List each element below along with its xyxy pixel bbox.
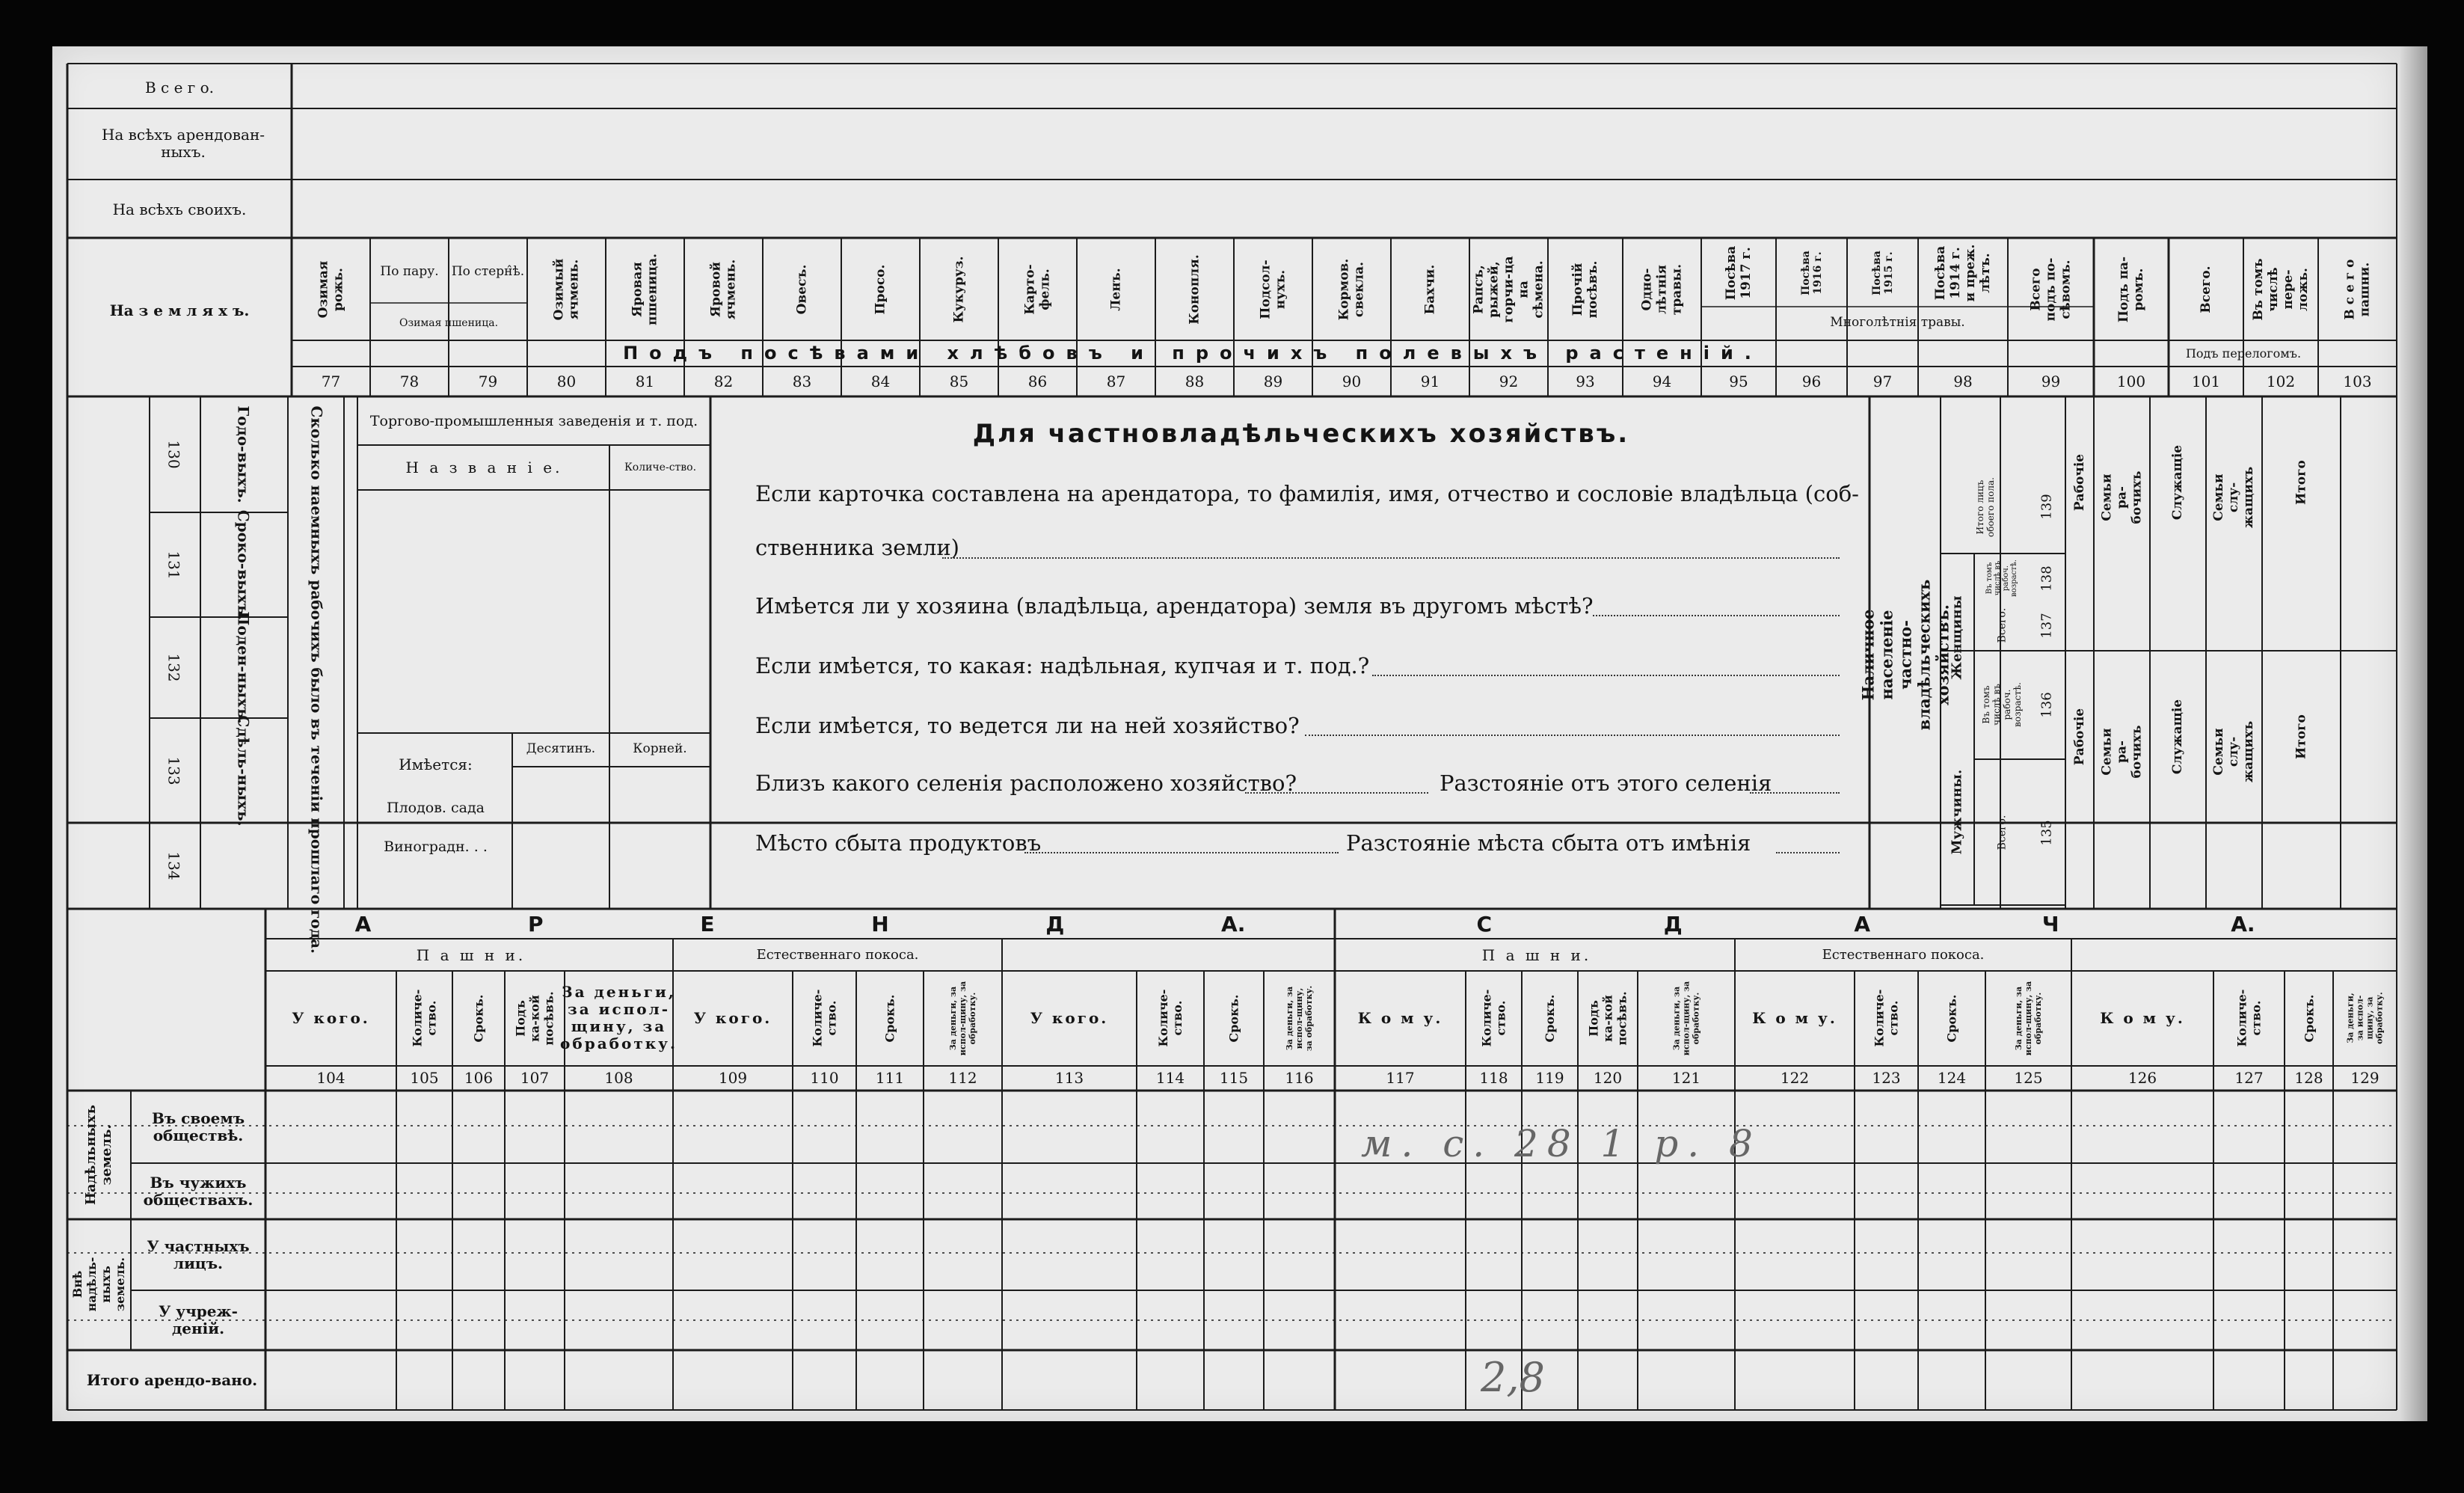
crop-col-103-label: В с е г о пашни.	[2342, 259, 2373, 320]
crop-col-85	[921, 241, 997, 338]
workers-num-130	[150, 400, 198, 509]
private-q3: Если имѣется, то какая: надѣльная, купчая и т. под.?	[755, 653, 1370, 678]
crop-num-102: 102	[2266, 372, 2296, 390]
lease-col-126: К о м у.	[2100, 1008, 2185, 1027]
workers-piece-text: Сдѣль-ныхъ.	[234, 714, 253, 827]
lease-col-116-label: За деньги, за испол-щину, за обработку.	[1285, 985, 1314, 1051]
arenda-pashni: П а ш н и.	[416, 945, 526, 964]
lease-col-116	[1265, 972, 1333, 1064]
lease-col-113: У кого.	[1030, 1008, 1109, 1027]
private-q6b-line[interactable]	[1776, 852, 1840, 853]
population-side-3-1	[2208, 654, 2261, 905]
crop-col-93	[1549, 241, 1621, 338]
crop-col-79: По стерн̂ѣ.	[451, 263, 525, 279]
private-q1-line[interactable]	[942, 557, 1840, 559]
private-q4: Если имѣется, то ведется ли на ней хозяйство?	[755, 713, 1300, 738]
lease-num-108: 108	[604, 1069, 633, 1087]
population-num-138-text: 138	[2039, 565, 2055, 592]
lease-num-119: 119	[1535, 1069, 1564, 1087]
crop-col-92	[1471, 241, 1546, 338]
row-label-leased: На всѣхъ арендован-ныхъ.	[101, 126, 265, 161]
trade-name-header: Н а з в а н і е.	[405, 458, 563, 476]
lease-col-124	[1920, 972, 1984, 1064]
lease-num-116: 116	[1285, 1069, 1314, 1087]
crop-col-102	[2245, 241, 2317, 338]
crop-num-84: 84	[870, 372, 891, 390]
trade-roots: Корней.	[633, 741, 687, 757]
lease-col-129-label: За деньги, за испол-щину, за обработку.	[2345, 992, 2385, 1044]
lease-col-107	[506, 972, 563, 1064]
population-side-4-0	[2264, 400, 2339, 647]
crop-col-90-label: Кормов. свекла.	[1336, 258, 1367, 321]
private-q5b-line[interactable]	[1750, 792, 1840, 794]
lease-num-118: 118	[1479, 1069, 1508, 1087]
private-title: Для частновладѣльческихъ хозяйствъ.	[972, 419, 1630, 449]
population-side-3-0	[2208, 400, 2261, 647]
crop-col-81	[607, 241, 683, 338]
private-q5a-line[interactable]	[1245, 792, 1428, 794]
crop-num-97: 97	[1872, 372, 1893, 390]
crop-num-91: 91	[1420, 372, 1440, 390]
trade-desyatin: Десятинъ.	[526, 741, 596, 757]
population-side-0-1-label: Рабочіе	[2072, 708, 2088, 766]
crop-col-97	[1849, 241, 1917, 305]
crop-col-102-label: Въ томъ числѣ пере-ложь.	[2251, 258, 2311, 321]
population-side-0-0-label: Рабочіе	[2072, 453, 2088, 512]
winter-wheat-label	[370, 308, 527, 338]
private-q2: Имѣется ли у хозяина (владѣльца, арендатора) земля въ другомъ мѣстѣ?	[755, 593, 1594, 619]
population-side-4-1	[2264, 654, 2339, 905]
private-q6a: Мѣсто сбыта продуктовъ	[755, 830, 1042, 856]
lease-col-105	[398, 972, 451, 1064]
crop-num-92: 92	[1499, 372, 1519, 390]
population-side-0-1	[2067, 654, 2092, 905]
lease-num-129: 129	[2350, 1069, 2379, 1087]
crop-col-86	[1000, 241, 1075, 338]
lease-col-125-label: За деньги, за испол-щину, за обработку.	[2014, 981, 2043, 1055]
arenda-title: А Р Е Н Д А.	[354, 911, 1246, 936]
population-side-2-0	[2151, 400, 2205, 647]
trade-has-label: Имѣется:	[399, 755, 473, 773]
lease-num-113: 113	[1054, 1069, 1084, 1087]
crops-banner-text: Подъ посѣвами хлѣбовъ и прочихъ полевыхъ растеній.	[623, 342, 1763, 364]
group-vne	[69, 1221, 129, 1348]
lease-num-115: 115	[1219, 1069, 1249, 1087]
crop-num-90: 90	[1342, 372, 1362, 390]
workers-num-132-text: 132	[165, 653, 183, 682]
workers-num-134	[150, 827, 198, 905]
population-num-139-text: 139	[2039, 494, 2055, 520]
group-vne-text: Внѣ надѣль-ныхъ земель.	[70, 1257, 127, 1312]
workers-num-132	[150, 621, 198, 714]
crop-col-80-label: Озимый ячмень.	[551, 258, 582, 321]
sdacha-title: С Д А Ч А.	[1476, 911, 2255, 936]
population-side-3-1-label: Семьи слу-жащихъ	[2211, 720, 2257, 783]
crop-col-83	[764, 241, 840, 338]
lease-col-115-label: Срокъ.	[1226, 994, 1241, 1042]
crop-col-91	[1392, 241, 1468, 338]
crop-num-77: 77	[321, 372, 341, 390]
row-label-own: На всѣхъ своихъ.	[112, 200, 247, 218]
lease-num-114: 114	[1155, 1069, 1185, 1087]
lease-col-124-label: Срокъ.	[1944, 994, 1959, 1042]
population-side-1-0-label: Семьи ра-бочихъ	[2099, 470, 2145, 524]
crop-col-88-label: Конопля.	[1187, 254, 1202, 325]
row-private-persons: У частныхъ лицъ.	[147, 1237, 250, 1272]
lease-col-106	[454, 972, 503, 1064]
workers-num-131	[150, 516, 198, 613]
crop-col-101	[2170, 241, 2242, 338]
lease-col-123	[1856, 972, 1917, 1064]
crop-col-77-label: Озимая рожь.	[316, 260, 346, 319]
crop-num-86: 86	[1027, 372, 1048, 390]
population-side-1-0	[2095, 400, 2148, 647]
lease-col-125	[1987, 972, 2070, 1064]
crop-col-87	[1078, 241, 1154, 338]
lease-col-128	[2286, 972, 2332, 1064]
crop-col-96-label: Посѣва 1916 г.	[1799, 251, 1824, 295]
population-side-4-1-label: Итого	[2294, 714, 2309, 759]
lease-col-119	[1523, 972, 1576, 1064]
population-num-136	[2030, 652, 2064, 757]
lease-num-121: 121	[1671, 1069, 1701, 1087]
crop-col-96	[1778, 241, 1846, 305]
lease-num-104: 104	[316, 1069, 345, 1087]
lease-num-106: 106	[464, 1069, 494, 1087]
population-women-total	[1976, 602, 2028, 649]
population-men-total-text: Всего.	[1995, 815, 2008, 850]
group-nadel	[69, 1092, 129, 1218]
lease-col-118-label: Количе-ство.	[1479, 989, 1508, 1047]
sdacha-pashni: П а ш н и.	[1481, 945, 1592, 964]
crop-num-83: 83	[792, 372, 812, 390]
trade-title: Торгово-промышленныя заведенія и т. под.	[369, 413, 698, 430]
workers-term-text: Сроко-выхъ.	[234, 509, 253, 620]
crop-col-95-label: Посѣва 1917 г.	[1724, 245, 1754, 301]
crop-num-78: 78	[399, 372, 420, 390]
lease-col-111-label: Срокъ.	[882, 994, 897, 1042]
crop-col-94	[1624, 241, 1700, 338]
population-side-2-0-label: Служащіе	[2170, 444, 2186, 521]
population-men-total	[1976, 761, 2028, 904]
lease-col-117: К о м у.	[1357, 1008, 1443, 1027]
crop-num-96: 96	[1801, 372, 1822, 390]
row-other-society: Въ чужихъ обществахъ.	[143, 1174, 254, 1209]
population-women-incl-text: Въ томъ числѣ въ рабоч. возрастѣ.	[1985, 560, 2018, 597]
crop-num-82: 82	[713, 372, 734, 390]
lease-num-117: 117	[1386, 1069, 1415, 1087]
crop-col-101-label: Всего.	[2199, 266, 2213, 313]
lease-num-125: 125	[2014, 1069, 2043, 1087]
lease-col-105-label: Количе-ство.	[410, 989, 439, 1047]
lease-col-127-label: Количе-ство.	[2234, 989, 2264, 1047]
crop-col-82-label: Яровой ячмень.	[708, 259, 739, 320]
crop-num-103: 103	[2343, 372, 2372, 390]
population-num-139	[2030, 464, 2064, 550]
workers-title	[290, 400, 342, 954]
private-q2-line[interactable]	[1593, 615, 1840, 616]
lease-col-121	[1639, 972, 1733, 1064]
lease-col-115	[1205, 972, 1262, 1064]
lease-col-108: За деньги, за испол-щину, за обработку.	[560, 983, 678, 1052]
lease-col-106-label: Срокъ.	[471, 994, 486, 1042]
crop-col-103	[2320, 241, 2395, 338]
sdacha-pokos: Естественнаго покоса.	[1822, 946, 1985, 963]
population-side-0-0	[2067, 400, 2092, 647]
crop-col-100	[2095, 241, 2167, 338]
lease-col-127	[2215, 972, 2283, 1064]
crop-num-94: 94	[1652, 372, 1672, 390]
population-women	[1942, 557, 1972, 718]
row-label-lands: На з е м л я х ъ.	[109, 301, 250, 319]
lease-col-112	[925, 972, 1001, 1064]
population-side-1-1-label: Семьи ра-бочихъ	[2099, 725, 2145, 779]
lease-col-110-label: Количе-ство.	[810, 989, 839, 1047]
lease-col-114	[1138, 972, 1202, 1064]
row-institutions: У учреж-деній.	[159, 1302, 238, 1337]
crop-col-89-label: Подсол-нухъ.	[1258, 260, 1288, 319]
crop-col-84	[843, 241, 918, 338]
population-title	[1858, 404, 1952, 905]
workers-piece	[202, 714, 284, 827]
crop-col-84-label: Просо.	[873, 264, 888, 315]
lease-col-123-label: Количе-ство.	[1872, 989, 1901, 1047]
population-total-both-text: Итого лицъ обоего пола.	[1974, 476, 1996, 537]
population-men-text: Мужчины.	[1949, 769, 1965, 854]
handwritten-total: 2,8	[1481, 1354, 1545, 1401]
population-side-1-1	[2095, 654, 2148, 905]
perennial-text: Многолѣтнія травы.	[1830, 315, 1965, 331]
population-num-138	[2030, 555, 2064, 601]
lease-col-129	[2335, 972, 2395, 1064]
crop-col-93-label: Прочій посѣвъ.	[1570, 260, 1600, 319]
workers-term	[202, 509, 284, 620]
lease-col-107-label: Подъ ка-кой посѣвъ.	[513, 990, 556, 1046]
workers-num-131-text: 131	[165, 550, 183, 580]
row-total-leased: Итого арендо-вано.	[86, 1370, 258, 1389]
crop-num-95: 95	[1729, 372, 1748, 390]
lease-col-111	[858, 972, 922, 1064]
trade-vineyard: Виноградн. . .	[384, 838, 488, 855]
workers-num-133-text: 133	[165, 755, 183, 785]
arenda-pokos: Естественнаго покоса.	[756, 946, 919, 963]
lease-num-128: 128	[2294, 1069, 2323, 1087]
workers-num-133	[150, 722, 198, 819]
lease-num-109: 109	[718, 1069, 748, 1087]
lease-num-111: 111	[875, 1069, 905, 1087]
group-nadel-text: Надѣльныхъ земель.	[83, 1105, 114, 1205]
private-q5a: Близъ какого селенія расположено хозяйство?	[755, 770, 1297, 796]
crop-col-83-label: Овесъ.	[794, 264, 810, 315]
private-q6a-line[interactable]	[1024, 852, 1339, 853]
population-total-both	[1942, 464, 2028, 550]
crop-col-91-label: Бахчи.	[1422, 264, 1438, 315]
lease-num-126: 126	[2127, 1069, 2157, 1087]
crop-num-93: 93	[1576, 372, 1595, 390]
crop-col-81-label: Яровая пшеница.	[630, 253, 660, 326]
crop-col-98-label: Посѣва 1914 г. и преж. лѣтъ.	[1933, 244, 1993, 302]
row-label-total: В с е г о.	[144, 78, 215, 96]
crop-col-100-label: Подъ па-ромъ.	[2116, 256, 2146, 323]
population-num-136-text: 136	[2039, 691, 2055, 718]
crop-col-78: По пару.	[380, 263, 439, 279]
fallow-label	[2169, 343, 2318, 365]
lease-col-110	[794, 972, 855, 1064]
workers-daily	[202, 611, 284, 724]
crop-col-85-label: Кукуруз.	[951, 256, 967, 323]
population-num-135	[2030, 761, 2064, 904]
lease-col-120	[1579, 972, 1636, 1064]
lease-col-104: У кого.	[292, 1008, 370, 1027]
handwritten-note: м. с. 28 1 р. 8	[1361, 1122, 1762, 1165]
lease-col-112-label: За деньги, за испол-щину, за обработку.	[948, 981, 977, 1055]
lease-col-121-label: За деньги, за испол-щину, за обработку.	[1671, 981, 1701, 1055]
crop-col-88	[1157, 241, 1232, 338]
crop-num-99: 99	[2041, 372, 2061, 390]
lease-num-112: 112	[948, 1069, 977, 1087]
crop-num-88: 88	[1185, 372, 1205, 390]
private-q5b: Разстояніе отъ этого селенія	[1440, 770, 1772, 796]
population-men-incl	[1976, 652, 2028, 757]
lease-num-122: 122	[1780, 1069, 1810, 1087]
crop-col-82	[686, 241, 761, 338]
lease-num-123: 123	[1872, 1069, 1901, 1087]
population-num-137	[2030, 602, 2064, 649]
crop-col-77	[293, 241, 369, 338]
lease-col-128-label: Срокъ.	[2302, 994, 2316, 1042]
workers-yearly-text: Годо-выхъ.	[234, 405, 253, 503]
lease-num-124: 124	[1937, 1069, 1967, 1087]
private-q3-line[interactable]	[1372, 675, 1840, 676]
lease-num-110: 110	[810, 1069, 839, 1087]
workers-daily-text: Поден-ныхъ.	[234, 611, 253, 724]
crop-num-101: 101	[2191, 372, 2221, 390]
lease-col-118	[1467, 972, 1520, 1064]
fallow-text: Подъ перелогомъ.	[2185, 346, 2302, 361]
lease-col-114-label: Количе-ство.	[1156, 989, 1185, 1047]
perennial-label	[1701, 308, 2094, 338]
lease-col-119-label: Срокъ.	[1543, 994, 1557, 1042]
lease-num-127: 127	[2234, 1069, 2264, 1087]
crop-num-85: 85	[949, 372, 969, 390]
workers-yearly	[202, 400, 284, 509]
population-women-text: Женщины	[1949, 595, 1965, 680]
crop-col-94-label: Одно-лѣтнія травы.	[1639, 263, 1685, 316]
crop-col-86-label: Карто-фель.	[1022, 264, 1053, 315]
population-men	[1942, 718, 1972, 905]
crop-col-95	[1703, 241, 1775, 305]
population-women-incl	[1976, 555, 2028, 601]
population-num-137-text: 137	[2039, 612, 2055, 639]
trade-orchard: Плодов. сада	[387, 799, 485, 816]
population-women-total-text: Всего.	[1995, 607, 2008, 643]
private-q1a: Если карточка составлена на арендатора, то фамилія, имя, отчество и сословіе владѣльца (соб-	[755, 481, 1859, 506]
crop-col-99-label: Всего подъ по-сѣвомъ.	[2028, 257, 2074, 322]
crop-col-97-label: Посѣва 1915 г.	[1870, 251, 1895, 295]
crop-col-89	[1235, 241, 1311, 338]
population-side-3-0-label: Семьи слу-жащихъ	[2211, 466, 2257, 529]
crop-col-90	[1314, 241, 1389, 338]
crop-col-80	[529, 241, 604, 338]
population-side-2-1-label: Служащіе	[2170, 699, 2186, 775]
workers-title-text: Сколько наемныхъ рабочихъ было въ теченіи прошлаго года.	[307, 405, 326, 954]
row-own-society: Въ своемъ обществѣ.	[151, 1109, 245, 1144]
private-q6b: Разстояніе мѣста сбыта отъ имѣнія	[1346, 830, 1751, 856]
crops-banner	[295, 340, 2090, 367]
crop-num-79: 79	[478, 372, 498, 390]
population-num-135-text: 135	[2039, 819, 2055, 846]
lease-col-120-label: Подъ ка-кой посѣвъ.	[1586, 990, 1629, 1046]
crop-num-89: 89	[1263, 372, 1283, 390]
lease-num-120: 120	[1593, 1069, 1623, 1087]
workers-num-134-text: 134	[165, 851, 183, 880]
population-men-incl-text: Въ томъ числѣ въ рабоч. возрастѣ.	[1981, 682, 2023, 727]
crop-num-81: 81	[635, 372, 655, 390]
private-q4-line[interactable]	[1305, 735, 1840, 736]
population-title-text: Наличное населеніе частно-владѣльческихъ хозяйствъ.	[1858, 579, 1952, 730]
crop-num-100: 100	[2116, 372, 2146, 390]
population-side-4-0-label: Итого	[2294, 460, 2309, 505]
crop-num-98: 98	[1953, 372, 1973, 390]
winter-wheat-text: Озимая пшеница.	[399, 316, 499, 329]
crop-col-92-label: Рапсъ, рыжей, горчи-ца на сѣмена.	[1471, 256, 1546, 323]
trade-qty-header: Количе-ство.	[624, 462, 697, 474]
lease-col-122: К о м у.	[1752, 1008, 1837, 1027]
crop-num-87: 87	[1106, 372, 1126, 390]
crop-col-98	[1920, 241, 2006, 305]
lease-num-105: 105	[410, 1069, 439, 1087]
lease-col-109: У кого.	[693, 1008, 772, 1027]
workers-num-130-text: 130	[165, 440, 183, 469]
crop-col-87-label: Ленъ.	[1108, 268, 1124, 311]
lease-num-107: 107	[520, 1069, 550, 1087]
crop-num-80: 80	[556, 372, 577, 390]
private-q1b: ственника земли)	[755, 535, 959, 560]
population-side-2-1	[2151, 654, 2205, 905]
